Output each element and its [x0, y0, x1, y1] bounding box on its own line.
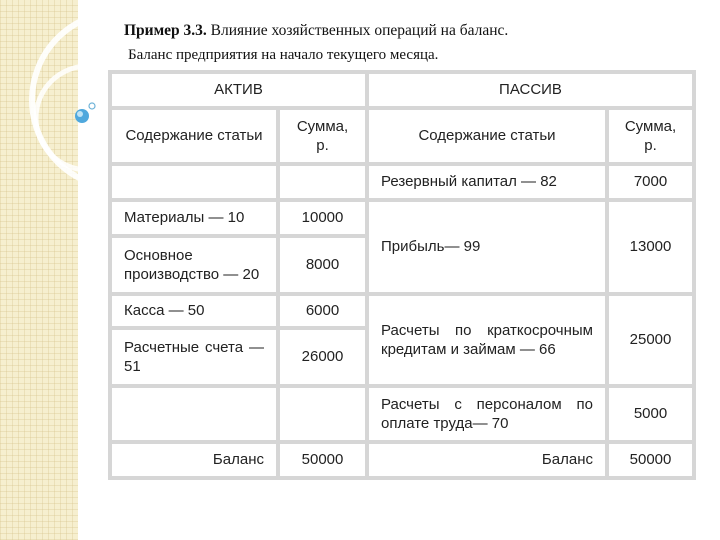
passiv-row-label: Расчеты по краткосрочным кредитам и займам — 66 — [369, 296, 605, 384]
aktiv-col-content-header: Содержание статьи — [112, 110, 276, 162]
passiv-row-sum: 13000 — [609, 202, 692, 292]
passiv-total-sum: 50000 — [609, 444, 692, 476]
aktiv-row-sum — [280, 388, 365, 440]
passiv-row-label: Расчеты с персоналом по оплате труда— 70 — [369, 388, 605, 440]
aktiv-col-sum-header: Сумма, р. — [280, 110, 365, 162]
passiv-total-label: Баланс — [369, 444, 605, 476]
passiv-row-sum: 5000 — [609, 388, 692, 440]
aktiv-header: АКТИВ — [112, 74, 365, 106]
aktiv-row-label: Основное производство — 20 — [112, 238, 276, 292]
aktiv-row-sum: 26000 — [280, 330, 365, 384]
aktiv-row-label: Материалы — 10 — [112, 202, 276, 234]
aktiv-row-sum: 8000 — [280, 238, 365, 292]
aktiv-total-sum: 50000 — [280, 444, 365, 476]
aktiv-row-label — [112, 388, 276, 440]
aktiv-row-label: Касса — 50 — [112, 296, 276, 326]
aktiv-row-sum: 6000 — [280, 296, 365, 326]
passiv-header: ПАССИВ — [369, 74, 692, 106]
aktiv-row-sum — [280, 166, 365, 198]
aktiv-total-label: Баланс — [112, 444, 276, 476]
passiv-row-label: Резервный капитал — 82 — [369, 166, 605, 198]
aktiv-row-label — [112, 166, 276, 198]
decorative-side-stripe — [0, 0, 78, 540]
page-subtitle: Баланс предприятия на начало текущего месяца. — [128, 47, 439, 63]
passiv-col-sum-header: Сумма, р. — [609, 110, 692, 162]
aktiv-row-label: Расчетные счета — 51 — [112, 330, 276, 384]
passiv-row-sum: 7000 — [609, 166, 692, 198]
passiv-row-sum: 25000 — [609, 296, 692, 384]
aktiv-row-sum: 10000 — [280, 202, 365, 234]
page-title: Пример 3.3. Влияние хозяйственных операций на баланс. — [124, 22, 509, 39]
passiv-row-label: Прибыль— 99 — [369, 202, 605, 292]
passiv-col-content-header: Содержание статьи — [369, 110, 605, 162]
